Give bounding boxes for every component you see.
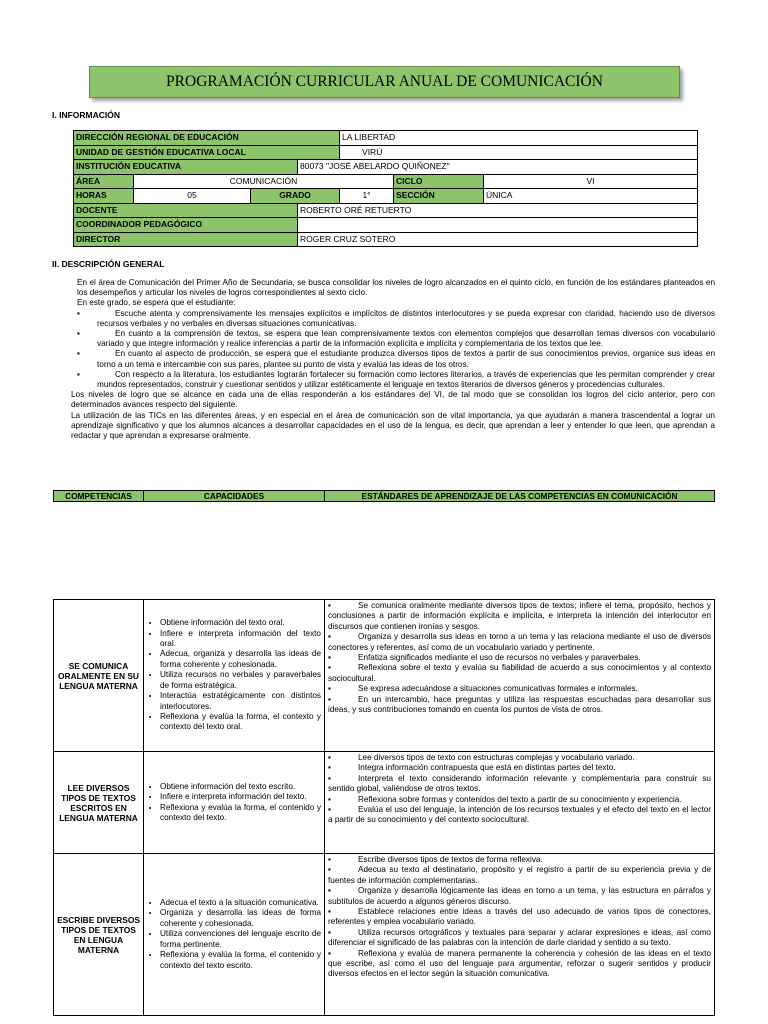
capacidad-item: • Utiliza convenciones del lenguaje escrito de forma pertinente. bbox=[160, 929, 321, 950]
seccion-label: SECCIÓN bbox=[394, 189, 484, 204]
estandar-item bbox=[328, 684, 711, 694]
estandar-item bbox=[328, 632, 711, 653]
description-paragraph: En el área de Comunicación del Primer Año de Secundaria, se busca consolidar los niveles de logro alcanzados en el quinto ciclo, en función de los estándares planteados en los desempeños y articular los niveles de logros correspondientes al sexto ciclo. bbox=[77, 278, 715, 298]
bullet-marker: ▪ bbox=[328, 927, 331, 937]
estandar-text: Organiza y desarrolla lógicamente las ideas en torno a un tema, y las estructura en párrafos y subtítulos de acuerdo a algunos géneros discurso. bbox=[328, 886, 711, 906]
bullet-marker: ▪ bbox=[328, 763, 331, 773]
competencia-row bbox=[54, 854, 715, 1016]
description-paragraph: Los niveles de logro que se alcance en cada una de ellas responderán a los estándares del VI, de tal modo que se consolidan los logros del ciclo anterior, pero con determinados avances respecto del siguiente. bbox=[71, 390, 715, 410]
description-bullet bbox=[77, 349, 715, 369]
capacidades-cell bbox=[144, 854, 325, 1016]
estandar-text: Integra información contrapuesta que está en distintas partes del texto. bbox=[358, 763, 616, 773]
competencia-name: LEE DIVERSOS TIPOS DE TEXTOS ESCRITOS EN LENGUA MATERNA bbox=[54, 752, 144, 854]
estandares-cell bbox=[325, 854, 715, 1016]
bullet-marker: ▪ bbox=[328, 601, 331, 610]
header-competencias: COMPETENCIAS bbox=[54, 491, 144, 502]
bullet-marker: ▪ bbox=[328, 694, 331, 704]
seccion-value: ÚNICA bbox=[484, 189, 698, 204]
bullet-marker: ▪ bbox=[328, 663, 331, 673]
estandar-text: Utiliza recursos ortográficos y textuales para separar y aclarar expresiones e ideas, así como diferenciar el significado de las palabras con la intención de darle claridad y sentido a su texto. bbox=[328, 927, 711, 948]
ciclo-label: CICLO bbox=[394, 174, 484, 189]
competencia-name: ESCRIBE DIVERSOS TIPOS DE TEXTOS EN LENGUA MATERNA bbox=[54, 854, 144, 1016]
capacidades-cell bbox=[144, 600, 325, 752]
bullet-marker: ▪ bbox=[328, 948, 331, 958]
area-value: COMUNICACIÓN bbox=[134, 174, 394, 189]
info-row-ugel bbox=[74, 145, 698, 160]
info-row-dre bbox=[74, 131, 698, 146]
estandar-item bbox=[328, 601, 711, 632]
estandar-text: Lee diversos tipos de texto con estructuras complejas y vocabulario variado. bbox=[358, 753, 635, 762]
info-row-ie bbox=[74, 160, 698, 175]
capacidad-item: • Interactúa estratégicamente con distintos interlocutores. bbox=[160, 691, 321, 712]
bullet-text: En cuanto a la comprensión de textos, se espera que lean comprensivamente textos con elementos complejos que desarrollan temas diversos con vocabulario variado y que integre información y realice inferencias a partir de la información explícita e implícita y complementaria de los textos que lee. bbox=[97, 329, 715, 349]
bullet-marker: ▪ bbox=[77, 349, 80, 359]
bullet-text: Con respecto a la literatura, los estudiantes lograrán fortalecer su formación como lectores literarios, a través de experiencias que les permitan comprender y crear mundos representados, construir y cuestionar sentidos y utilizar estéticamente el lenguaje en textos literarios de diversos géneros y procedencias culturales. bbox=[97, 369, 715, 390]
bullet-marker: ▪ bbox=[328, 684, 331, 694]
bullet-text: Escuche atenta y comprensivamente los mensajes explícitos e implícitos de distintos interlocutores y se pueda expresar con claridad, haciendo uso de diversos recursos verbales y no verbales en diversas situaciones comunicativas. bbox=[97, 308, 715, 328]
estandar-text: Organiza y desarrolla sus ideas en torno a un tema y las relaciona mediante el uso de diversos conectores y referentes, así como de un vocabulario variado y pertinente. bbox=[328, 632, 711, 652]
bullet-marker: ▪ bbox=[328, 855, 331, 864]
estandar-text: Evalúa el uso del lenguaje, la intención de los recursos textuales y el efecto del texto en el lector a partir de su conocimiento y del contexto sociocultural. bbox=[328, 805, 711, 825]
capacidad-item: • Reflexiona y evalúa la forma, el contexto y contexto del texto oral. bbox=[160, 712, 321, 733]
estandar-item bbox=[328, 928, 711, 949]
description-bullet bbox=[77, 309, 715, 329]
capacidad-item: • Infiere e interpreta información del texto oral. bbox=[160, 629, 321, 650]
bullet-marker: ▪ bbox=[328, 632, 331, 642]
capacidad-item: • Reflexiona y evalúa la forma, el contenido y contexto del texto. bbox=[160, 803, 321, 824]
capacidad-item: • Infiere e interpreta información del texto. bbox=[160, 792, 321, 802]
dre-value: LA LIBERTAD bbox=[340, 131, 698, 146]
bullet-text: En cuanto al aspecto de producción, se espera que el estudiante produzca diversos tipos de textos a partir de sus conocimientos previos, organice sus ideas en torno a un tema e intercambie con sus pares, plantee su punto de vista y evalúa las ideas de los otros. bbox=[97, 349, 715, 369]
estandar-item bbox=[328, 886, 711, 907]
info-row-docente bbox=[74, 203, 698, 218]
capacidad-item: • Adecua, organiza y desarrolla las ideas de forma coherente y cohesionada. bbox=[160, 649, 321, 670]
estandar-item bbox=[328, 753, 711, 763]
estandar-text: Reflexiona sobre formas y contenidos del texto a partir de su conocimiento y experiencia. bbox=[358, 794, 682, 804]
bullet-marker: ▪ bbox=[328, 886, 331, 896]
capacidad-item: • Obtiene información del texto oral. bbox=[160, 618, 321, 628]
bullet-marker: ▪ bbox=[328, 865, 331, 875]
estandar-text: Enfatiza significados mediante el uso de recursos no verbales y paraverbales. bbox=[358, 653, 641, 663]
competencia-name: SE COMUNICA ORALMENTE EN SU LENGUA MATERNA bbox=[54, 600, 144, 752]
section-info-title: I. INFORMACIÓN bbox=[52, 110, 120, 120]
capacidad-item: • Organiza y desarrolla las ideas de forma coherente y cohesionada. bbox=[160, 908, 321, 929]
bullet-marker: ▪ bbox=[77, 369, 80, 379]
horas-label: HORAS bbox=[74, 189, 134, 204]
info-row-area bbox=[74, 174, 698, 189]
estandar-text: Reflexiona y evalúa de manera permanente la coherencia y cohesión de las ideas en el texto que escribe, así como el uso del lenguaje para argumentar, reforzar o sugerir sentidos y producir diversos efectos en el lector según la situación comunicativa. bbox=[328, 948, 711, 979]
competencias-table bbox=[53, 599, 715, 1016]
capacidad-item: • Utiliza recursos no verbales y paraverbales de forma estratégica. bbox=[160, 670, 321, 691]
capacidades-cell bbox=[144, 752, 325, 854]
dre-label: DIRECCIÓN REGIONAL DE EDUCACIÓN bbox=[74, 131, 340, 146]
description-paragraph: La utilización de las TICs en las diferentes áreas, y en especial en el área de comunicación son de vital importancia, ya que ayudarán a manera trascendental a lograr un aprendizaje significativo y que los alumnos alcances a desarrollar capacidades en el uso de la lengua, es decir, que aprendan a leer y entender lo que leen, que aprendan a redactar y que aprendan a expresarse oralmente. bbox=[71, 410, 715, 441]
estandar-text: Interpreta el texto considerando información relevante y complementaria para construir su sentido global, valiéndose de otros textos. bbox=[328, 773, 711, 794]
estandar-item bbox=[328, 653, 711, 663]
info-row-director bbox=[74, 232, 698, 247]
bullet-marker: ▪ bbox=[328, 653, 331, 663]
bullet-marker: ▪ bbox=[328, 794, 331, 804]
description-paragraph: En este grado, se espera que el estudiante: bbox=[77, 298, 236, 308]
estandar-item bbox=[328, 907, 711, 928]
estandar-item bbox=[328, 805, 711, 826]
area-label: ÁREA bbox=[74, 174, 134, 189]
estandar-item bbox=[328, 763, 711, 773]
estandar-item bbox=[328, 774, 711, 795]
estandar-text: Escribe diversos tipos de textos de forma reflexiva. bbox=[358, 855, 543, 864]
section-description-title: II. DESCRIPCIÓN GENERAL bbox=[52, 259, 165, 269]
bullet-marker: ▪ bbox=[77, 308, 80, 318]
estandar-item bbox=[328, 949, 711, 980]
coordinador-label: COORDINADOR PEDAGÓGICO bbox=[74, 218, 298, 233]
ie-label: INSTITUCIÓN EDUCATIVA bbox=[74, 160, 298, 175]
estandares-cell bbox=[325, 600, 715, 752]
estandar-text: Reflexiona sobre el texto y evalúa su fiabilidad de acuerdo a sus conocimientos y al contexto sociocultural. bbox=[328, 663, 711, 683]
capacidad-item: • Adecua el texto a la situación comunicativa. bbox=[160, 898, 321, 908]
info-row-coordinador bbox=[74, 218, 698, 233]
estandar-item bbox=[328, 855, 711, 865]
estandar-text: Establece relaciones entre ideas a través del uso adecuado de varios tipos de conectores, referentes y emplea vocabulario variado. bbox=[328, 907, 711, 927]
docente-label: DOCENTE bbox=[74, 203, 298, 218]
estandar-item bbox=[328, 865, 711, 886]
ugel-label: UNIDAD DE GESTIÓN EDUCATIVA LOCAL bbox=[74, 145, 340, 160]
bullet-marker: ▪ bbox=[328, 753, 331, 762]
info-table bbox=[73, 130, 698, 247]
description-bullet bbox=[77, 370, 715, 390]
ciclo-value: VI bbox=[484, 174, 698, 189]
capacidad-item: • Obtiene información del texto escrito. bbox=[160, 782, 321, 792]
estandar-item bbox=[328, 795, 711, 805]
director-label: DIRECTOR bbox=[74, 232, 298, 247]
header-capacidades: CAPACIDADES bbox=[144, 491, 325, 502]
ugel-value: VIRÚ bbox=[340, 145, 698, 160]
description-bullet bbox=[77, 329, 715, 349]
competencia-row bbox=[54, 752, 715, 854]
bullet-marker: ▪ bbox=[77, 329, 80, 339]
bullet-marker: ▪ bbox=[328, 907, 331, 917]
estandar-text: Se expresa adecuándose a situaciones comunicativas formales e informales. bbox=[358, 684, 638, 694]
bullet-marker: ▪ bbox=[328, 773, 331, 783]
estandar-item bbox=[328, 663, 711, 684]
estandar-item bbox=[328, 695, 711, 716]
estandar-text: En un intercambio, hace preguntas y utiliza las respuestas escuchadas para desarrollar sus ideas, y sus contribuciones tomando en cuenta los puntos de vista de otros. bbox=[328, 694, 711, 715]
estandar-text: Adecua su texto al destinatario, propósito y el registro a partir de su experiencia previa y de fuentes de información complementarias. bbox=[328, 865, 711, 885]
capacidad-item: • Reflexiona y evalúa la forma, el contenido y contexto del texto escrito. bbox=[160, 950, 321, 971]
competencias-header-table bbox=[53, 490, 715, 502]
docente-value: ROBERTO ORÉ RETUERTO bbox=[298, 203, 698, 218]
ie-value: 80073 "JOSÉ ABELARDO QUIÑONEZ" bbox=[298, 160, 698, 175]
document-title-text: PROGRAMACIÓN CURRICULAR ANUAL DE COMUNICACIÓN bbox=[166, 73, 603, 90]
estandares-cell bbox=[325, 752, 715, 854]
info-row-horas bbox=[74, 189, 698, 204]
header-estandares: ESTÁNDARES DE APRENDIZAJE DE LAS COMPETENCIAS EN COMUNICACIÓN bbox=[325, 491, 715, 502]
coordinador-value bbox=[298, 218, 698, 233]
grado-value: 1° bbox=[340, 189, 394, 204]
director-value: ROGER CRUZ SOTERO bbox=[298, 232, 698, 247]
competencia-row bbox=[54, 600, 715, 752]
horas-value: 05 bbox=[134, 189, 251, 204]
bullet-marker: ▪ bbox=[328, 805, 331, 815]
document-title bbox=[89, 66, 680, 98]
estandar-text: Se comunica oralmente mediante diversos tipos de textos; infiere el tema, propósito, hechos y conclusiones a partir de información explícita e implícita, e interpreta la intención del interlocutor en discursos que contienen ironías y sesgos. bbox=[328, 601, 711, 631]
grado-label: GRADO bbox=[251, 189, 340, 204]
general-description bbox=[71, 278, 715, 441]
